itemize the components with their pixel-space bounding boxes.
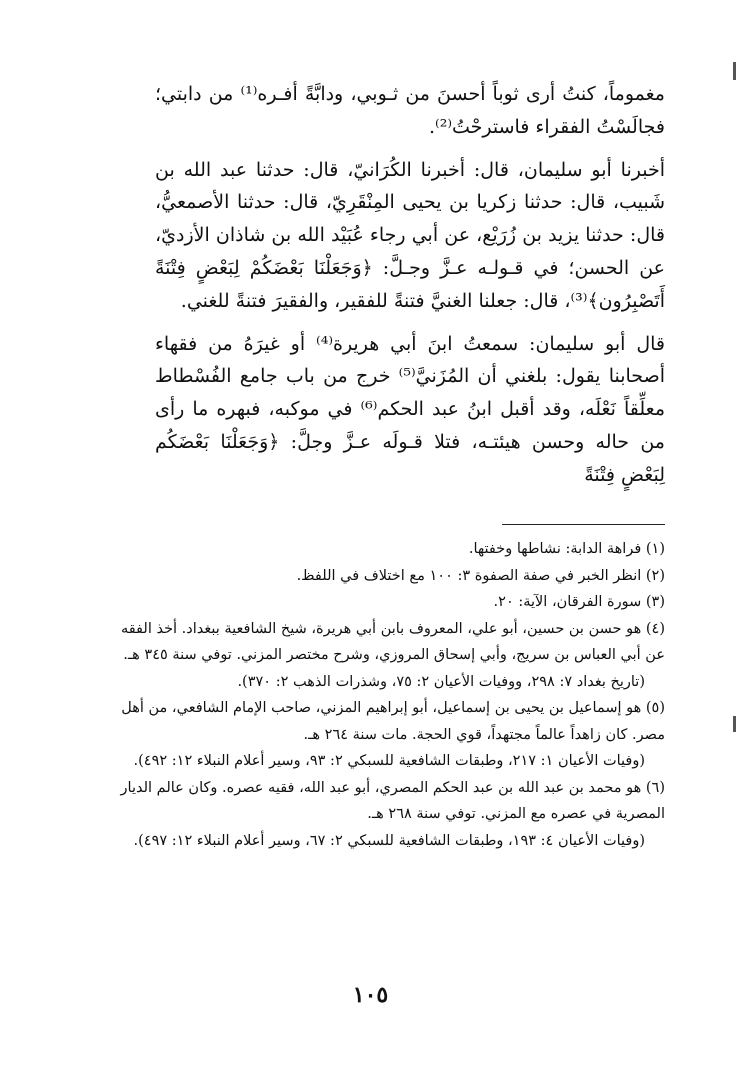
page-number: ١٠٥ (352, 982, 389, 1008)
footnote-5-sources: (وفيات الأعيان ١: ٢١٧، وطبقات الشافعية للسبكي ٢: ٩٣، وسير أعلام النبلاء ١٢: ٤٩٢). (133, 753, 645, 769)
footnote-2: (٢) انظر الخبر في صفة الصفوة ٣: ١٠٠ مع اختلاف في اللفظ. (296, 567, 665, 584)
footnote-separator (502, 524, 665, 525)
paragraph-1: مغموماً، كنتُ أرى ثوباً أحسنَ من ثـوبي، ودابَّةً أفـره⁽¹⁾ من دابتي؛ فجالَسْتُ الفقراء فاسترحْتُ⁽²⁾. (155, 83, 665, 138)
scan-edge-mark-top (733, 62, 736, 80)
footnote-5: (٥) هو إسماعيل بن يحيى بن إسماعيل، أبو إبراهيم المزني، صاحب الإمام الشافعي، من أهل مصر. كان زاهداً عالماً مجتهداً، قوي الحجة. مات سنة ٢٦٤ هـ. (121, 700, 665, 743)
footnote-4-sources: (تاريخ بغداد ٧: ٢٩٨، ووفيات الأعيان ٢: ٧٥، وشذرات الذهب ٢: ٣٧٠). (237, 673, 645, 690)
scan-edge-mark-bottom (733, 716, 736, 732)
footnotes (108, 536, 665, 854)
footnote-3: (٣) سورة الفرقان، الآية: ٢٠. (493, 594, 665, 610)
paragraph-3: قال أبو سليمان: سمعتُ ابنَ أبي هريرة⁽⁴⁾ أو غيرَهُ من فقهاء أصحابنا يقول: بلغني أن المُزَنيَّ⁽⁵⁾ خرج من باب جامع الفُسْطاط معلِّقاً نَعْلَه، وقد أقبل ابنُ عبد الحكم⁽⁶⁾ في موكبه، فبهره ما رأى من حاله وحسن هيئتـه، فتلا قـولَه عـزَّ وجلَّ: ﴿وَجَعَلْنَا بَعْضَكُم لِبَعْضٍ فِتْنَةً (155, 332, 665, 486)
paragraph-2: أخبرنا أبو سليمان، قال: أخبرنا الكُرَانيّ، قال: حدثنا عبد الله بن شَبيب، قال: حدثنا زكريا بن يحيى المِنْقَرِيّ، قال: حدثنا الأصمعيُّ، قال: حدثنا يزيد بن زُرَيْع، عن أبي رجاء عُبَيْد الله بن شاذان الأزديّ، عن الحسن؛ في قـولـه عـزَّ وجـلَّ: ﴿وَجَعَلْنَا بَعْضَكُمْ لِبَعْضٍ فِتْنَةً أَتَصْبِرُون﴾⁽³⁾، قال: جعلنا الغنيَّ فتنةً للفقير، والفقيرَ فتنةً للغني. (155, 158, 665, 312)
footnote-6: (٦) هو محمد بن عبد الله بن عبد الحكم المصري، أبو عبد الله، فقيه عصره. وكان عالم الديار المصرية في عصره مع المزني. توفي سنة ٢٦٨ هـ. (120, 779, 665, 822)
footnote-4: (٤) هو حسن بن حسين، أبو علي، المعروف بابن أبي هريرة، شيخ الشافعية ببغداد. أخذ الفقه عن أبي العباس بن سريج، وأبي إسحاق المروزي، وشرح مختصر المزني. توفي سنة ٣٤٥ هـ. (120, 620, 665, 663)
footnote-6-sources: (وفيات الأعيان ٤: ١٩٣، وطبقات الشافعية للسبكي ٢: ٦٧، وسير أعلام النبلاء ١٢: ٤٩٧). (133, 832, 645, 849)
footnote-1: (١) فراهة الدابة: نشاطها وخفتها. (468, 541, 665, 557)
main-text (155, 78, 665, 492)
